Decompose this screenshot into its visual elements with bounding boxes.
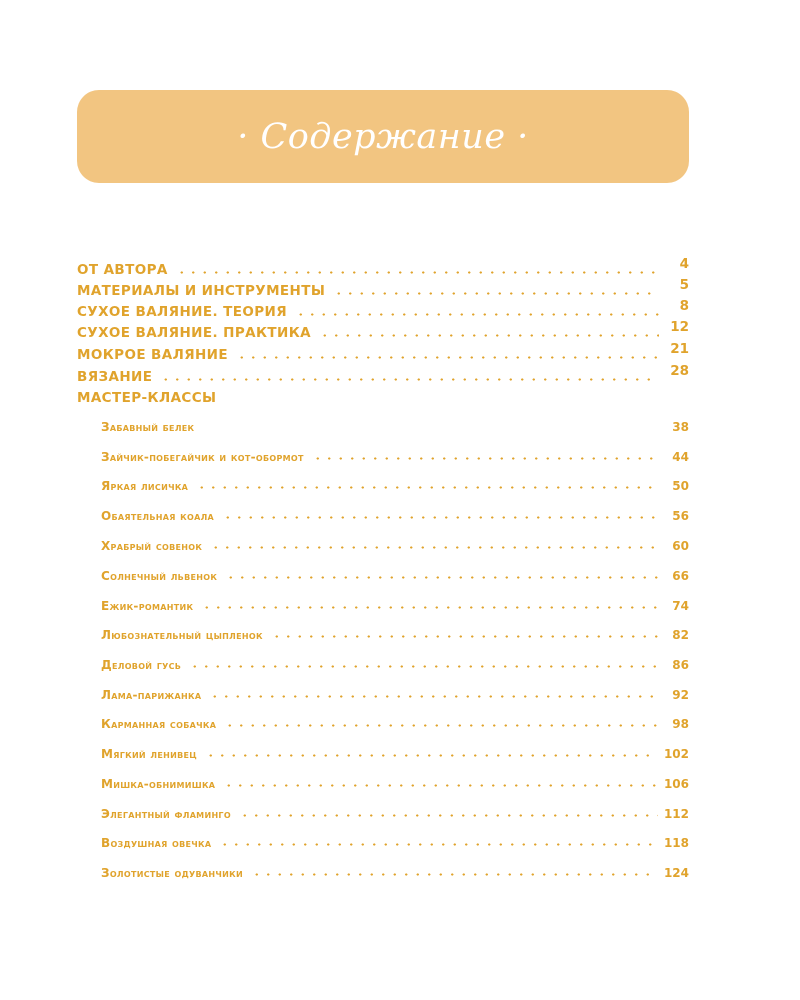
toc-subentry-label: Храбрый совенок: [101, 539, 203, 553]
dot-leader: [210, 546, 659, 549]
toc-subentry[interactable]: [101, 593, 689, 613]
page-title: · Содержание ·: [237, 116, 529, 157]
dot-leader: [176, 271, 659, 274]
toc-subentry-label: Золотистые одуванчики: [101, 866, 243, 880]
toc-subentry-label: Лама-парижанка: [101, 688, 202, 702]
toc-subentry-label: Карманная собачка: [101, 717, 217, 731]
toc-subentry-label: Деловой гусь: [101, 658, 182, 672]
toc-subentry-page: 86: [672, 658, 689, 672]
toc-subentry-page: 124: [663, 866, 689, 880]
toc-subentry[interactable]: [101, 622, 689, 642]
toc-entry-label: МАТЕРИАЛЫ И ИНСТРУМЕНТЫ: [77, 283, 326, 299]
toc-subentry[interactable]: [101, 830, 689, 850]
toc-entry-page: 4: [679, 256, 689, 272]
toc-subentry[interactable]: [101, 533, 689, 553]
toc-entry-page: 5: [679, 277, 689, 293]
toc-subentry[interactable]: [101, 801, 689, 821]
toc-entry[interactable]: [77, 321, 689, 341]
dot-leader: [225, 576, 659, 579]
toc-subentry-page: 98: [672, 717, 689, 731]
toc-entry[interactable]: [77, 365, 689, 385]
toc-subentry-label: Солнечный львенок: [101, 569, 218, 583]
toc-subentry[interactable]: [101, 711, 689, 731]
toc-subentry[interactable]: [101, 444, 689, 464]
toc-subentry-page: 56: [672, 509, 689, 523]
dot-leader: [189, 665, 659, 668]
toc-entry-label: СУХОЕ ВАЛЯНИЕ. ТЕОРИЯ: [77, 304, 288, 320]
toc-section-heading[interactable]: [77, 386, 689, 406]
dot-leader: [219, 843, 658, 846]
dot-leader: [201, 606, 659, 609]
toc-subentry[interactable]: [101, 473, 689, 493]
title-banner: [77, 90, 689, 183]
dot-leader: [239, 814, 658, 817]
toc-entry-page: 28: [670, 363, 689, 379]
dot-leader: [312, 457, 659, 460]
toc-subentry-label: Воздушная овечка: [101, 836, 212, 850]
dot-leader: [224, 724, 659, 727]
toc-subentry-page: 44: [672, 450, 689, 464]
toc-subentry[interactable]: [101, 652, 689, 672]
toc-subentry[interactable]: [101, 860, 689, 880]
toc-entry-page: 8: [679, 298, 689, 314]
toc-subentry[interactable]: [101, 503, 689, 523]
toc-subentry-page: 66: [672, 569, 689, 583]
toc-subentry-label: Ежик-романтик: [101, 599, 194, 613]
dot-leader: [205, 754, 658, 757]
dot-leader: [196, 486, 659, 489]
toc-entry-label: МОКРОЕ ВАЛЯНИЕ: [77, 347, 229, 363]
toc-entry[interactable]: [77, 343, 689, 363]
toc-subentry[interactable]: [101, 563, 689, 583]
dot-leader: [271, 635, 659, 638]
toc-entry-label: СУХОЕ ВАЛЯНИЕ. ПРАКТИКА: [77, 325, 311, 341]
dot-leader: [319, 334, 659, 337]
toc-entry[interactable]: [77, 300, 689, 320]
toc-entry-page: 21: [670, 341, 689, 357]
toc-subentry-page: 50: [672, 479, 689, 493]
toc-entry-label: ВЯЗАНИЕ: [77, 369, 153, 385]
toc-entry-label: ОТ АВТОРА: [77, 262, 168, 278]
toc-subentry-page: 102: [663, 747, 689, 761]
toc-entry[interactable]: [77, 258, 689, 278]
toc-subentry-label: Забавный белек: [101, 420, 195, 434]
dot-leader: [222, 516, 659, 519]
toc-subentry-page: 118: [663, 836, 689, 850]
toc-subentry-label: Зайчик-побегайчик и кот-обормот: [101, 450, 304, 464]
toc-subentry[interactable]: [101, 682, 689, 702]
dot-leader: [251, 873, 658, 876]
toc-subentry[interactable]: [101, 771, 689, 791]
toc-subentry-label: Мягкий ленивец: [101, 747, 197, 761]
toc-entry-label: МАСТЕР-КЛАССЫ: [77, 390, 217, 406]
toc-subentry[interactable]: [101, 414, 689, 434]
dot-leader: [160, 378, 659, 381]
toc-subentry-label: Элегантный фламинго: [101, 807, 231, 821]
toc-subentry-page: 92: [672, 688, 689, 702]
dot-leader: [333, 292, 659, 295]
toc-subentry-label: Мишка-обнимишка: [101, 777, 216, 791]
toc-subentry-label: Обаятельная коала: [101, 509, 215, 523]
dot-leader: [236, 356, 659, 359]
toc-entry-page: 12: [670, 319, 689, 335]
toc-subentry-label: Яркая лисичка: [101, 479, 189, 493]
dot-leader: [209, 695, 659, 698]
dot-leader: [223, 784, 658, 787]
toc-subentry-page: 38: [672, 420, 689, 434]
toc-subentry-page: 82: [672, 628, 689, 642]
toc-subentry-page: 60: [672, 539, 689, 553]
toc-subentry-page: 106: [663, 777, 689, 791]
toc-subentry-page: 112: [663, 807, 689, 821]
toc-subentry[interactable]: [101, 741, 689, 761]
toc-subentry-label: Любознательный цыпленок: [101, 628, 263, 642]
dot-leader: [295, 313, 659, 316]
toc-subentry-page: 74: [672, 599, 689, 613]
toc-entry[interactable]: [77, 279, 689, 299]
